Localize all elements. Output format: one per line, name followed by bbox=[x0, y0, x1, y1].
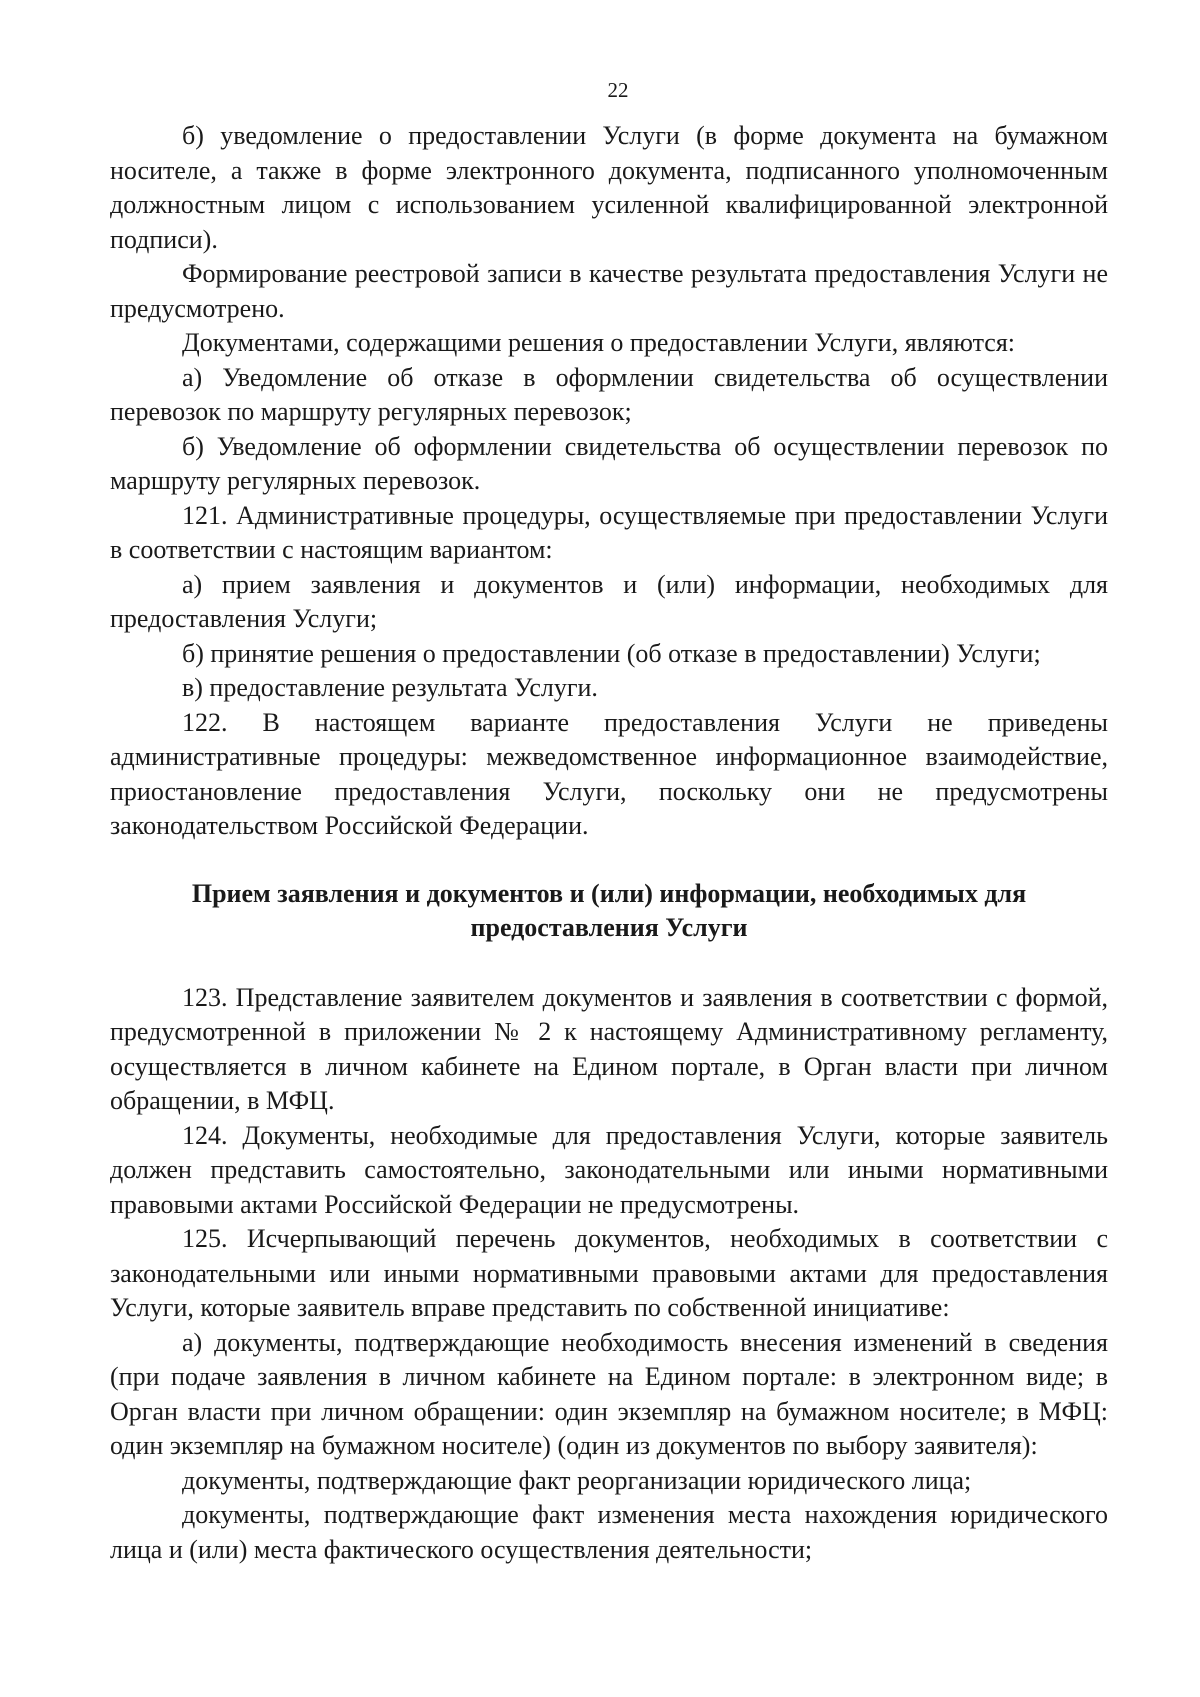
paragraph: а) документы, подтверждающие необходимость внесения изменений в сведения (при подаче заявления в личном кабинете на Едином портале: в электронном виде; в Орган власти при личном обращении: один экземпляр на бумажном носителе; в МФЦ: один экземпляр на бумажном носителе) (один из документов по выбору заявителя): bbox=[110, 1327, 1108, 1460]
page-number: 22 bbox=[607, 78, 629, 102]
paragraph: документы, подтверждающие факт реорганизации юридического лица; bbox=[182, 1465, 972, 1495]
paragraph: 121. Административные процедуры, осуществляемые при предоставлении Услуги в соответствии с настоящим вариантом: bbox=[110, 500, 1108, 564]
paragraph: а) прием заявления и документов и (или) информации, необходимых для предоставления Услуги; bbox=[110, 569, 1108, 633]
paragraph: Формирование реестровой записи в качестве результата предоставления Услуги не предусмотрено. bbox=[110, 259, 1108, 323]
body-text-bottom bbox=[110, 981, 1108, 1568]
paragraph: а) Уведомление об отказе в оформлении свидетельства об осуществлении перевозок по маршруту регулярных перевозок; bbox=[110, 362, 1108, 426]
paragraph: документы, подтверждающие факт изменения места нахождения юридического лица и (или) места фактического осуществления деятельности; bbox=[110, 1500, 1108, 1564]
paragraph: б) уведомление о предоставлении Услуги (в форме документа на бумажном носителе, а также в форме электронного документа, подписанного уполномоченным должностным лицом с использованием усиленной квалифицированной электронной подписи). bbox=[110, 121, 1108, 254]
section-heading: Прием заявления и документов и (или) информации, необходимых для предоставления Услуги bbox=[191, 878, 1027, 942]
paragraph: Документами, содержащими решения о предоставлении Услуги, являются: bbox=[182, 328, 1016, 357]
paragraph: 124. Документы, необходимые для предоставления Услуги, которые заявитель должен представить самостоятельно, законодательными или иными нормативными правовыми актами Российской Федерации не предусмотрены. bbox=[110, 1120, 1108, 1219]
paragraph: 125. Исчерпывающий перечень документов, необходимых в соответствии с законодательными или иными нормативными правовыми актами для предоставления Услуги, которые заявитель вправе представить по собственной инициативе: bbox=[110, 1224, 1108, 1322]
paragraph: в) предоставление результата Услуги. bbox=[182, 673, 598, 702]
paragraph: б) принятие решения о предоставлении (об отказе в предоставлении) Услуги; bbox=[182, 638, 1041, 668]
paragraph: 123. Представление заявителем документов и заявления в соответствии с формой, предусмотренной в приложении № 2 к настоящему Административному регламенту, осуществляется в личном кабинете на Едином портале, в Орган власти при личном обращении, в МФЦ. bbox=[110, 982, 1108, 1115]
body-text-top bbox=[110, 119, 1108, 844]
paragraph: 122. В настоящем варианте предоставления Услуги не приведены административные процедуры: межведомственное информационное взаимодействие, приостановление предоставления Услуги, поскольку они не предусмотрены законодательством Российской Федерации. bbox=[110, 707, 1108, 840]
paragraph: б) Уведомление об оформлении свидетельства об осуществлении перевозок по маршруту регулярных перевозок. bbox=[110, 431, 1108, 495]
